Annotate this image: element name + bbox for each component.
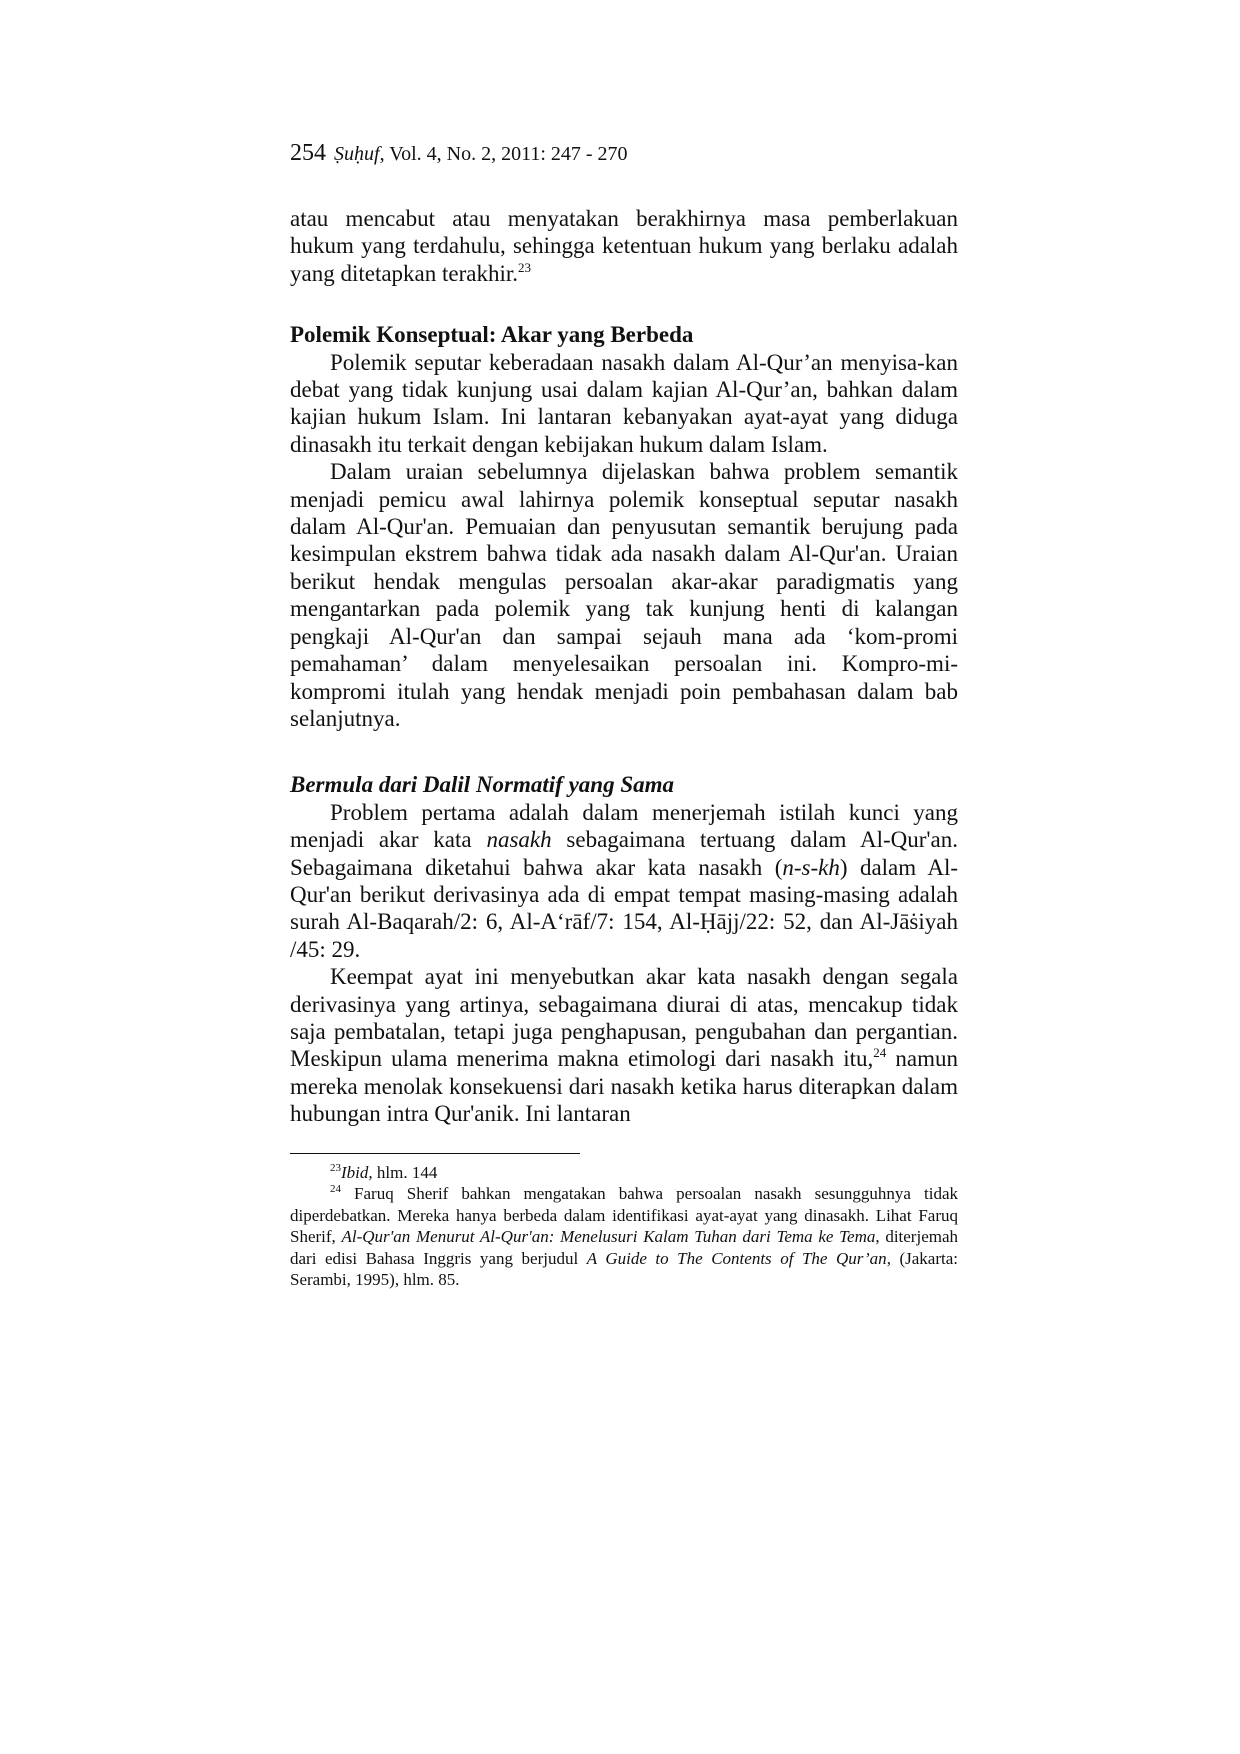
footnote-ref[interactable]: 23 [518, 259, 532, 275]
footnote-ref[interactable]: 24 [873, 1045, 887, 1061]
text-run: , (Jakarta: Serambi, 1995), hlm. 85. [290, 1248, 958, 1290]
paragraph: Dalam uraian sebelumnya dijelaskan bahwa problem semantik menjadi pemicu awal lahirnya polemik konseptual seputar nasakh dalam Al-Qur'an. Pemuaian dan penyusutan semantik berujung pada kesimpulan ekstrem bahwa tidak ada nasakh dalam Al-Qur'an. Uraian berikut hendak mengulas persoalan akar-akar paradigmatis yang mengantarkan pada polemik yang tak kunjung henti di kalangan pengkaji Al-Qur'an dan sampai sejauh mana ada ‘kom-promi pemahaman’ dalam menyelesaikan persoalan ini. Kompro-mi-kompromi itulah yang hendak menjadi poin pembahasan dalam bab selanjutnya. [290, 459, 958, 731]
italic-term: Ibid [341, 1162, 369, 1182]
paragraph: Polemik seputar keberadaan nasakh dalam Al-Qur’an menyisa-kan debat yang tidak kunjung usai dalam kajian Al-Qur’an, bahkan dalam kajian hukum Islam. Ini lantaran kebanyakan ayat-ayat yang diduga dinasakh itu terkait dengan kebijakan hukum dalam Islam. [290, 349, 958, 457]
footnote [290, 1183, 958, 1291]
paragraph [290, 963, 958, 1127]
footnote-number: 23 [330, 1161, 341, 1174]
text-run: namun mereka menolak konsekuensi dari nasakh ketika harus diterapkan dalam hubungan intra Qur'anik. Ini lantaran [290, 1046, 958, 1127]
italic-term: n-s-kh [782, 854, 840, 880]
book-title: Al-Qur'an Menurut Al-Qur'an: Menelusuri Kalam Tuhan dari Tema ke Tema [341, 1227, 876, 1247]
body-text [290, 205, 958, 1128]
paragraph [290, 205, 958, 287]
footnote-rule [290, 1153, 580, 1154]
italic-term: nasakh [486, 827, 552, 853]
journal-citation: , Vol. 4, No. 2, 2011: 247 - 270 [379, 143, 628, 165]
page [290, 138, 958, 1291]
running-head [290, 138, 958, 169]
section-heading: Polemik Konseptual: Akar yang Berbeda [290, 322, 694, 348]
text-run: Keempat ayat ini menyebutkan akar kata nasakh dengan segala derivasinya yang artinya, sebagaimana diurai di atas, mencakup tidak saja pembatalan, tetapi juga penghapusan, pengubahan dan pergantian. Meskipun ulama menerima makna etimologi dari nasakh itu, [290, 964, 958, 1072]
page-number: 254 [290, 140, 326, 166]
text-run: , diterjemah dari edisi Bahasa Inggris yang berjudul [290, 1227, 959, 1268]
paragraph [290, 799, 958, 963]
journal-name: Ṣuḥuf [334, 143, 380, 165]
paragraph-text: atau mencabut atau menyatakan berakhirnya masa pemberlakuan hukum yang terdahulu, sehingga ketentuan hukum yang berlaku adalah yang ditetapkan terakhir. [290, 206, 958, 286]
footnote-number: 24 [330, 1183, 341, 1196]
text-run: , hlm. 144 [368, 1162, 438, 1182]
text-run: sebagaimana tertuang dalam Al-Qur'an. Sebagaimana diketahui bahwa akar kata nasakh ( [290, 827, 958, 880]
book-title: A Guide to The Contents of The Qur’an [586, 1248, 887, 1268]
subsection-heading: Bermula dari Dalil Normatif yang Sama [290, 772, 675, 798]
footnote [290, 1162, 958, 1184]
footnotes [290, 1162, 958, 1291]
text-run: Faruq Sherif bahkan mengatakan bahwa persoalan nasakh sesungguhnya tidak diperdebatkan. Mereka hanya berbeda dalam identifikasi ayat-ayat yang dinasakh. Lihat Faruq Sherif, [290, 1184, 958, 1247]
text-run: Problem pertama adalah dalam menerjemah istilah kunci yang menjadi akar kata [290, 799, 958, 853]
text-run: ) dalam Al-Qur'an berikut derivasinya ada di empat tempat masing-masing adalah surah Al-Baqarah/2: 6, Al-A‘rāf/7: 154, Al-Ḥājj/22: 52, dan Al-Jāṡiyah /45: 29. [290, 854, 958, 962]
